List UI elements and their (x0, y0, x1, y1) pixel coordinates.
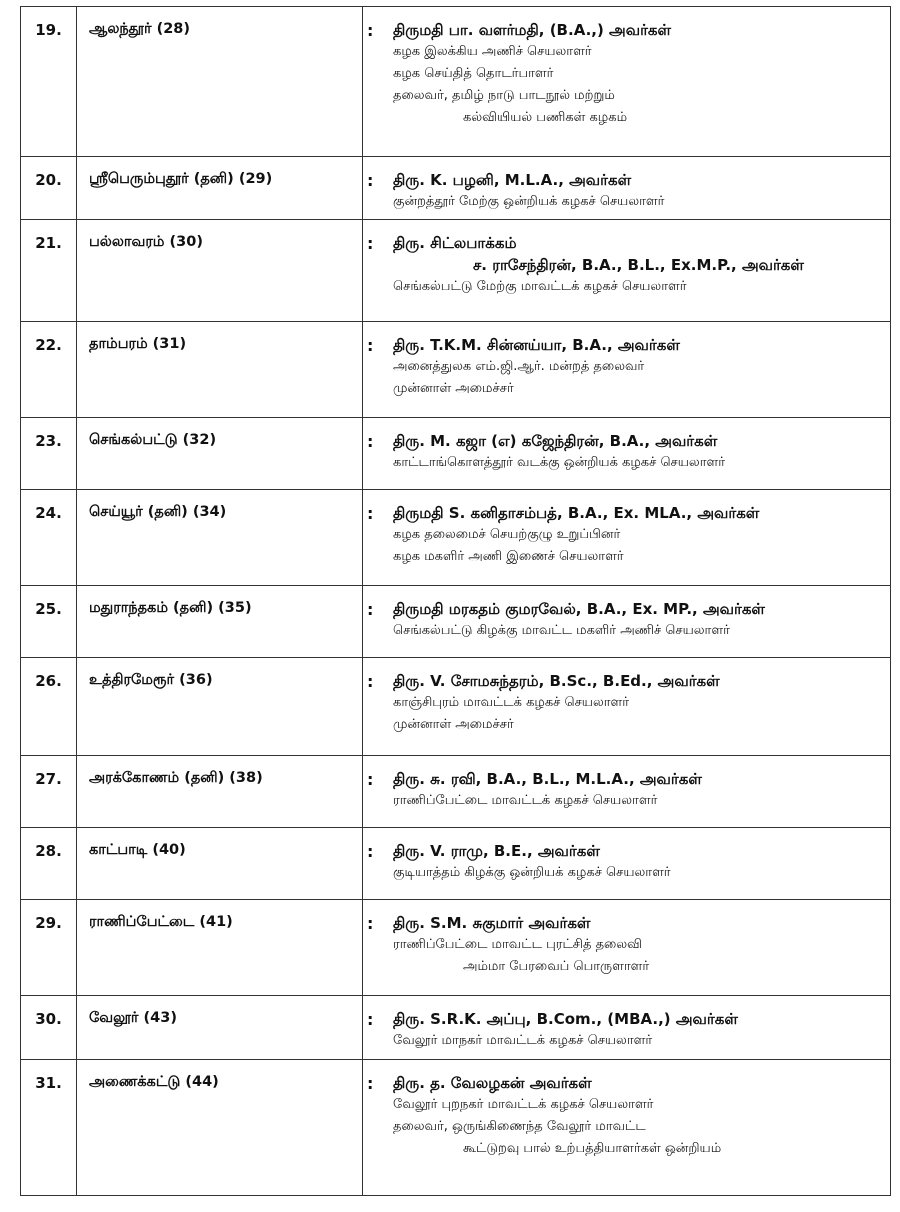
constituency-name: மதுராந்தகம் (தனி) (35) (77, 586, 363, 658)
candidate-name: திரு. S.R.K. அப்பு, B.Com., (MBA.,) அவர்கள் (393, 1010, 738, 1028)
candidate-name: திரு. சு. ரவி, B.A., B.L., M.L.A., அவர்கள் (393, 770, 702, 788)
candidate-info (363, 828, 891, 900)
constituency-name: அரக்கோணம் (தனி) (38) (77, 756, 363, 828)
separator-colon: : (367, 336, 374, 355)
candidate-info (363, 157, 891, 220)
candidate-name: திரு. V. ராமு, B.E., அவர்கள் (393, 842, 600, 860)
table-row (21, 418, 891, 490)
serial-number: 27. (21, 756, 77, 828)
designation-line: கூட்டுறவு பால் உற்பத்தியாளர்கள் ஒன்றியம் (463, 1141, 722, 1156)
designation-line: காட்டாங்கொளத்தூர் வடக்கு ஒன்றியக் கழகச் செயலாளர் (393, 455, 726, 470)
table-row (21, 322, 891, 418)
separator-colon: : (367, 21, 374, 40)
candidate-info (363, 900, 891, 996)
candidate-name: திருமதி S. கனிதாசம்பத், B.A., Ex. MLA., அவர்கள் (393, 504, 760, 522)
table-row (21, 828, 891, 900)
candidate-info (363, 756, 891, 828)
serial-number: 25. (21, 586, 77, 658)
table-row (21, 658, 891, 756)
candidate-name: திரு. T.K.M. சின்னய்யா, B.A., அவர்கள் (393, 336, 680, 354)
serial-number: 23. (21, 418, 77, 490)
constituency-name: தாம்பரம் (31) (77, 322, 363, 418)
designation-line: முன்னாள் அமைச்சர் (393, 381, 514, 396)
separator-colon: : (367, 770, 374, 789)
designation-line: ராணிப்பேட்டை மாவட்ட புரட்சித் தலைவி (393, 937, 642, 952)
designation-line: குன்றத்தூர் மேற்கு ஒன்றியக் கழகச் செயலாளர் (393, 194, 665, 209)
candidate-info (363, 586, 891, 658)
designation-line: காஞ்சிபுரம் மாவட்டக் கழகச் செயலாளர் (393, 695, 630, 710)
candidate-info (363, 220, 891, 322)
candidate-name: திருமதி பா. வளர்மதி, (B.A.,) அவர்கள் (393, 21, 672, 39)
candidate-name: திரு. த. வேலழகன் அவர்கள் (393, 1074, 592, 1092)
table-row (21, 7, 891, 157)
designation-line: கழக இலக்கிய அணிச் செயலாளர் (393, 44, 592, 59)
designation-line: செங்கல்பட்டு மேற்கு மாவட்டக் கழகச் செயலாளர் (393, 279, 687, 294)
table-row (21, 756, 891, 828)
candidate-info (363, 322, 891, 418)
designation-line: கழக செய்தித் தொடர்பாளர் (393, 66, 554, 81)
designation-line: செங்கல்பட்டு கிழக்கு மாவட்ட மகளிர் அணிச் செயலாளர் (393, 623, 730, 638)
designation-line: அனைத்துலக எம்.ஜி.ஆர். மன்றத் தலைவர் (393, 359, 645, 374)
serial-number: 31. (21, 1060, 77, 1196)
candidate-info (363, 490, 891, 586)
separator-colon: : (367, 914, 374, 933)
separator-colon: : (367, 1010, 374, 1029)
constituency-name: ஸ்ரீபெரும்புதூர் (தனி) (29) (77, 157, 363, 220)
table-row (21, 490, 891, 586)
table-row (21, 220, 891, 322)
candidate-name-continued: ச. ராசேந்திரன், B.A., B.L., Ex.M.P., அவர்கள் (473, 256, 804, 274)
candidate-list-table (20, 6, 891, 1196)
designation-line: வேலூர் மாநகர் மாவட்டக் கழகச் செயலாளர் (393, 1033, 653, 1048)
constituency-name: அணைக்கட்டு (44) (77, 1060, 363, 1196)
separator-colon: : (367, 504, 374, 523)
designation-line: முன்னாள் அமைச்சர் (393, 717, 514, 732)
separator-colon: : (367, 171, 374, 190)
candidate-info (363, 658, 891, 756)
constituency-name: உத்திரமேரூர் (36) (77, 658, 363, 756)
candidate-info (363, 1060, 891, 1196)
candidate-name: திரு. M. கஜா (எ) கஜேந்திரன், B.A., அவர்கள் (393, 432, 718, 450)
candidate-info (363, 996, 891, 1060)
constituency-name: ஆலந்தூர் (28) (77, 7, 363, 157)
candidate-name: திரு. K. பழனி, M.L.A., அவர்கள் (393, 171, 632, 189)
designation-line: குடியாத்தம் கிழக்கு ஒன்றியக் கழகச் செயலாளர் (393, 865, 671, 880)
constituency-name: செய்யூர் (தனி) (34) (77, 490, 363, 586)
designation-line: கல்வியியல் பணிகள் கழகம் (463, 110, 628, 125)
constituency-name: வேலூர் (43) (77, 996, 363, 1060)
serial-number: 30. (21, 996, 77, 1060)
candidate-name: திருமதி மரகதம் குமரவேல், B.A., Ex. MP., அவர்கள் (393, 600, 765, 618)
serial-number: 22. (21, 322, 77, 418)
candidate-info (363, 418, 891, 490)
table-row (21, 586, 891, 658)
candidate-name: திரு. சிட்லபாக்கம் (393, 234, 517, 252)
separator-colon: : (367, 842, 374, 861)
serial-number: 29. (21, 900, 77, 996)
serial-number: 21. (21, 220, 77, 322)
serial-number: 19. (21, 7, 77, 157)
serial-number: 26. (21, 658, 77, 756)
serial-number: 28. (21, 828, 77, 900)
table-row (21, 157, 891, 220)
designation-line: ராணிப்பேட்டை மாவட்டக் கழகச் செயலாளர் (393, 793, 658, 808)
serial-number: 20. (21, 157, 77, 220)
candidate-info (363, 7, 891, 157)
constituency-name: பல்லாவரம் (30) (77, 220, 363, 322)
designation-line: கழக தலைமைச் செயற்குழு உறுப்பினர் (393, 527, 621, 542)
designation-line: அம்மா பேரவைப் பொருளாளர் (463, 959, 650, 974)
table-row (21, 1060, 891, 1196)
designation-line: தலைவர், தமிழ் நாடு பாடநூல் மற்றும் (393, 88, 615, 103)
separator-colon: : (367, 432, 374, 451)
constituency-name: செங்கல்பட்டு (32) (77, 418, 363, 490)
designation-line: கழக மகளிர் அணி இணைச் செயலாளர் (393, 549, 624, 564)
candidate-name: திரு. S.M. சுகுமார் அவர்கள் (393, 914, 591, 932)
constituency-name: ராணிப்பேட்டை (41) (77, 900, 363, 996)
serial-number: 24. (21, 490, 77, 586)
separator-colon: : (367, 1074, 374, 1093)
separator-colon: : (367, 672, 374, 691)
separator-colon: : (367, 600, 374, 619)
constituency-name: காட்பாடி (40) (77, 828, 363, 900)
candidate-name: திரு. V. சோமசுந்தரம், B.Sc., B.Ed., அவர்கள் (393, 672, 720, 690)
table-row (21, 900, 891, 996)
separator-colon: : (367, 234, 374, 253)
table-row (21, 996, 891, 1060)
designation-line: வேலூர் புறநகர் மாவட்டக் கழகச் செயலாளர் (393, 1097, 654, 1112)
designation-line: தலைவர், ஒருங்கிணைந்த வேலூர் மாவட்ட (393, 1119, 646, 1134)
